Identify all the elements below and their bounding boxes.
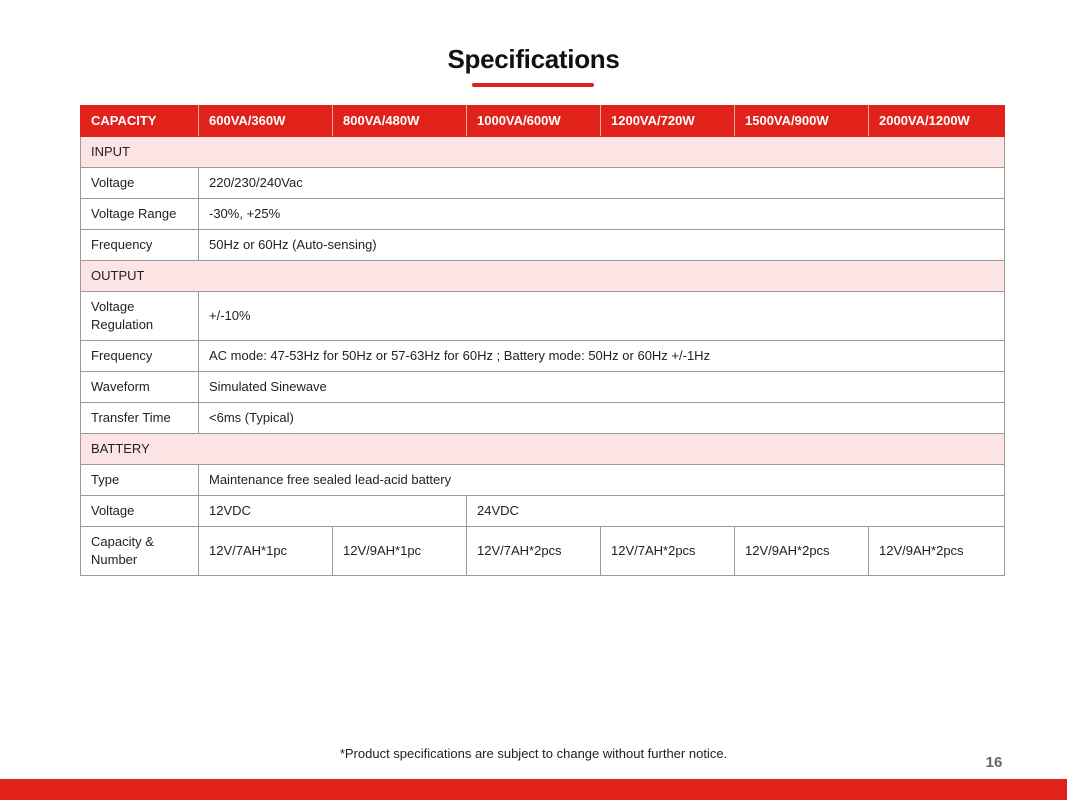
section-row-battery bbox=[81, 434, 1005, 465]
row-value: 12V/7AH*2pcs bbox=[601, 527, 735, 576]
row-value: AC mode: 47-53Hz for 50Hz or 57-63Hz for 60Hz ; Battery mode: 50Hz or 60Hz +/-1Hz bbox=[199, 341, 1005, 372]
row-value: Maintenance free sealed lead-acid battery bbox=[199, 465, 1005, 496]
row-label: Frequency bbox=[81, 230, 199, 261]
title-underline bbox=[472, 83, 594, 87]
row-label-line: Voltage bbox=[91, 299, 135, 314]
row-value: +/-10% bbox=[199, 292, 1005, 341]
table-row bbox=[81, 230, 1005, 261]
page-number: 16 bbox=[985, 754, 1003, 771]
row-value: 12V/7AH*1pc bbox=[199, 527, 333, 576]
model-header: 1500VA/900W bbox=[735, 106, 869, 137]
row-value: 12V/9AH*2pcs bbox=[869, 527, 1005, 576]
section-label: BATTERY bbox=[81, 434, 1005, 465]
specifications-table bbox=[80, 105, 1005, 576]
section-row-output bbox=[81, 261, 1005, 292]
table-row bbox=[81, 341, 1005, 372]
page-title: Specifications bbox=[447, 44, 620, 74]
table-row bbox=[81, 465, 1005, 496]
row-value: <6ms (Typical) bbox=[199, 403, 1005, 434]
row-label: Waveform bbox=[81, 372, 199, 403]
table-row bbox=[81, 292, 1005, 341]
header-row bbox=[81, 106, 1005, 137]
row-value: -30%, +25% bbox=[199, 199, 1005, 230]
table-row bbox=[81, 403, 1005, 434]
footnote: *Product specifications are subject to change without further notice. bbox=[339, 746, 728, 761]
row-label: Voltage bbox=[81, 496, 199, 527]
row-label-line: Capacity & bbox=[91, 534, 154, 549]
row-label-line: Number bbox=[91, 552, 138, 567]
row-label: Voltage Range bbox=[81, 199, 199, 230]
row-label: Transfer Time bbox=[81, 403, 199, 434]
table-row bbox=[81, 372, 1005, 403]
row-label: Type bbox=[81, 465, 199, 496]
model-header: 1000VA/600W bbox=[467, 106, 601, 137]
section-label: INPUT bbox=[81, 137, 1005, 168]
model-header: 600VA/360W bbox=[199, 106, 333, 137]
row-label: Voltage bbox=[81, 168, 199, 199]
row-value: 220/230/240Vac bbox=[199, 168, 1005, 199]
row-value: 12VDC bbox=[199, 496, 467, 527]
row-label bbox=[81, 292, 199, 341]
row-value: 12V/9AH*2pcs bbox=[735, 527, 869, 576]
bottom-accent-bar bbox=[0, 779, 1067, 800]
row-value: 12V/7AH*2pcs bbox=[467, 527, 601, 576]
row-value: Simulated Sinewave bbox=[199, 372, 1005, 403]
row-value: 24VDC bbox=[467, 496, 1005, 527]
model-header: 800VA/480W bbox=[333, 106, 467, 137]
row-label-line: Regulation bbox=[91, 317, 154, 332]
table-row bbox=[81, 168, 1005, 199]
section-label: OUTPUT bbox=[81, 261, 1005, 292]
model-header: 1200VA/720W bbox=[601, 106, 735, 137]
section-row-input bbox=[81, 137, 1005, 168]
row-label: Frequency bbox=[81, 341, 199, 372]
row-value: 50Hz or 60Hz (Auto-sensing) bbox=[199, 230, 1005, 261]
row-label bbox=[81, 527, 199, 576]
table-row bbox=[81, 199, 1005, 230]
table-row bbox=[81, 496, 1005, 527]
capacity-header: CAPACITY bbox=[81, 106, 199, 137]
row-value: 12V/9AH*1pc bbox=[333, 527, 467, 576]
model-header: 2000VA/1200W bbox=[869, 106, 1005, 137]
table-row bbox=[81, 527, 1005, 576]
